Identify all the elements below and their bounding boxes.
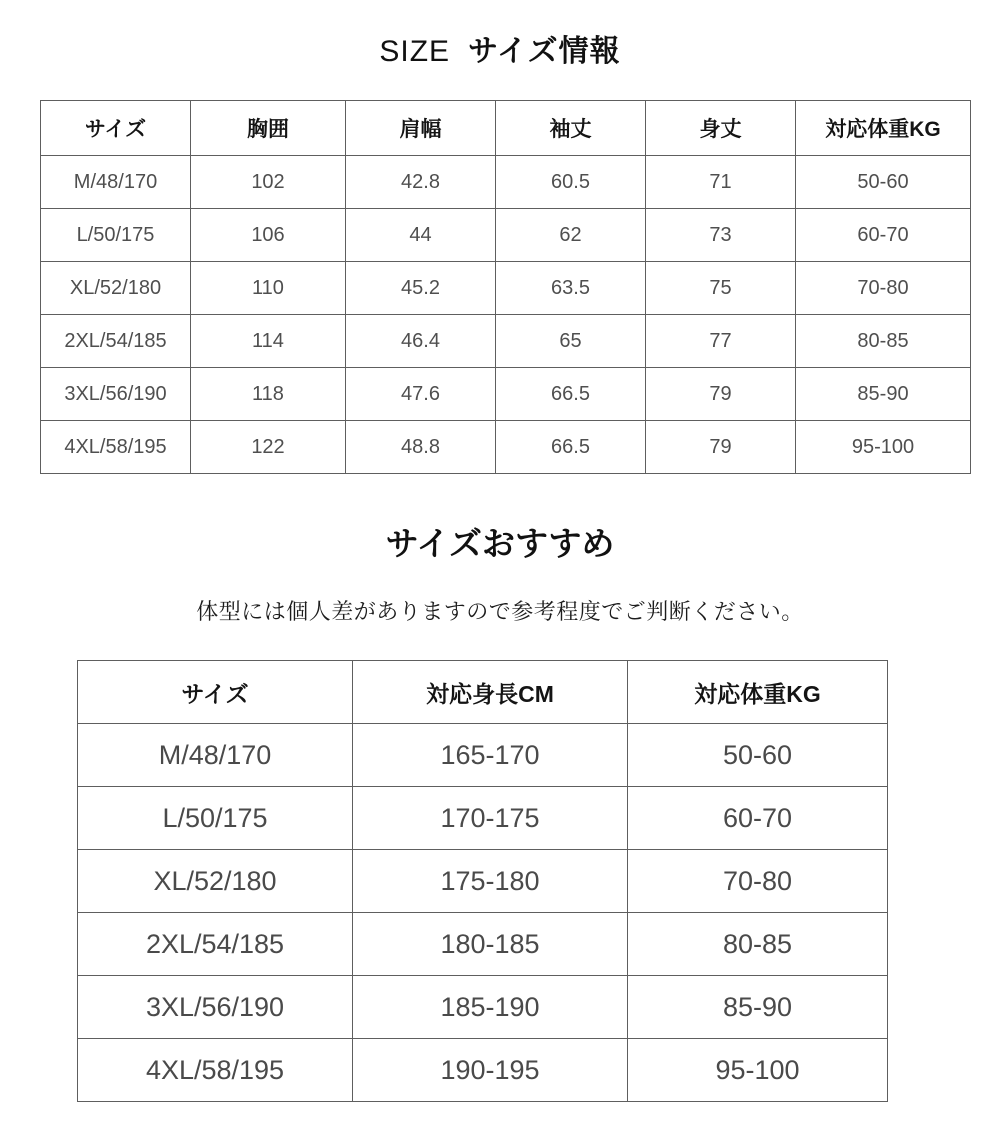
- table-row: [78, 787, 888, 850]
- table-row: [78, 850, 888, 913]
- column-header: サイズ: [41, 101, 191, 156]
- table-row: [41, 262, 971, 315]
- table-row: [78, 724, 888, 787]
- size-label-cell: 4XL/58/195: [41, 421, 191, 474]
- column-header: 身丈: [646, 101, 796, 156]
- column-header: 胸囲: [191, 101, 346, 156]
- size-label-cell: L/50/175: [78, 787, 353, 850]
- table-cell: 45.2: [346, 262, 496, 315]
- size-recommendation-title: サイズおすすめ: [385, 525, 615, 562]
- size-label-cell: XL/52/180: [78, 850, 353, 913]
- table-cell: 122: [191, 421, 346, 474]
- table-row: [41, 315, 971, 368]
- table-cell: 73: [646, 209, 796, 262]
- table-row: [41, 156, 971, 209]
- table-cell: 71: [646, 156, 796, 209]
- table-cell: 44: [346, 209, 496, 262]
- table-cell: 42.8: [346, 156, 496, 209]
- table-cell: 75: [646, 262, 796, 315]
- size-recommendation-table: [77, 660, 888, 1102]
- table-cell: 65: [496, 315, 646, 368]
- column-header: サイズ: [78, 661, 353, 724]
- table-cell: 46.4: [346, 315, 496, 368]
- page-title-size-en: SIZE: [379, 35, 451, 68]
- table-row: [78, 976, 888, 1039]
- size-label-cell: M/48/170: [78, 724, 353, 787]
- table-cell: 175-180: [353, 850, 628, 913]
- table-cell: 60-70: [796, 209, 971, 262]
- size-label-cell: 4XL/58/195: [78, 1039, 353, 1102]
- table-cell: 79: [646, 368, 796, 421]
- column-header: 対応体重KG: [796, 101, 971, 156]
- table-cell: 50-60: [628, 724, 888, 787]
- table-cell: 114: [191, 315, 346, 368]
- table-row: [78, 913, 888, 976]
- size-recommendation-note: 体型には個人差がありますので参考程度でご判断ください。: [196, 599, 804, 624]
- column-header: 対応身長CM: [353, 661, 628, 724]
- table-cell: 165-170: [353, 724, 628, 787]
- size-label-cell: 3XL/56/190: [41, 368, 191, 421]
- table-cell: 85-90: [628, 976, 888, 1039]
- table-cell: 47.6: [346, 368, 496, 421]
- size-label-cell: 2XL/54/185: [41, 315, 191, 368]
- table-row: [41, 368, 971, 421]
- table-cell: 180-185: [353, 913, 628, 976]
- table-cell: 190-195: [353, 1039, 628, 1102]
- page-title-size-ja: サイズ情報: [468, 35, 621, 68]
- size-label-cell: 2XL/54/185: [78, 913, 353, 976]
- table-cell: 60.5: [496, 156, 646, 209]
- table-row: [41, 209, 971, 262]
- table-cell: 102: [191, 156, 346, 209]
- table-header-row: [78, 661, 888, 724]
- table-cell: 70-80: [796, 262, 971, 315]
- size-label-cell: M/48/170: [41, 156, 191, 209]
- table-cell: 60-70: [628, 787, 888, 850]
- table-cell: 118: [191, 368, 346, 421]
- table-cell: 80-85: [628, 913, 888, 976]
- column-header: 肩幅: [346, 101, 496, 156]
- table-cell: 77: [646, 315, 796, 368]
- table-cell: 95-100: [796, 421, 971, 474]
- size-label-cell: 3XL/56/190: [78, 976, 353, 1039]
- size-label-cell: XL/52/180: [41, 262, 191, 315]
- table-cell: 62: [496, 209, 646, 262]
- table-cell: 79: [646, 421, 796, 474]
- table-cell: 170-175: [353, 787, 628, 850]
- column-header: 対応体重KG: [628, 661, 888, 724]
- table-cell: 66.5: [496, 368, 646, 421]
- size-info-table: [40, 100, 971, 474]
- table-cell: 63.5: [496, 262, 646, 315]
- table-cell: 185-190: [353, 976, 628, 1039]
- table-cell: 85-90: [796, 368, 971, 421]
- table-row: [41, 421, 971, 474]
- table-cell: 80-85: [796, 315, 971, 368]
- table-cell: 95-100: [628, 1039, 888, 1102]
- table-cell: 66.5: [496, 421, 646, 474]
- size-label-cell: L/50/175: [41, 209, 191, 262]
- table-row: [78, 1039, 888, 1102]
- table-cell: 110: [191, 262, 346, 315]
- page-title: [0, 0, 1000, 70]
- column-header: 袖丈: [496, 101, 646, 156]
- table-cell: 50-60: [796, 156, 971, 209]
- table-cell: 106: [191, 209, 346, 262]
- table-cell: 70-80: [628, 850, 888, 913]
- table-cell: 48.8: [346, 421, 496, 474]
- table-header-row: [41, 101, 971, 156]
